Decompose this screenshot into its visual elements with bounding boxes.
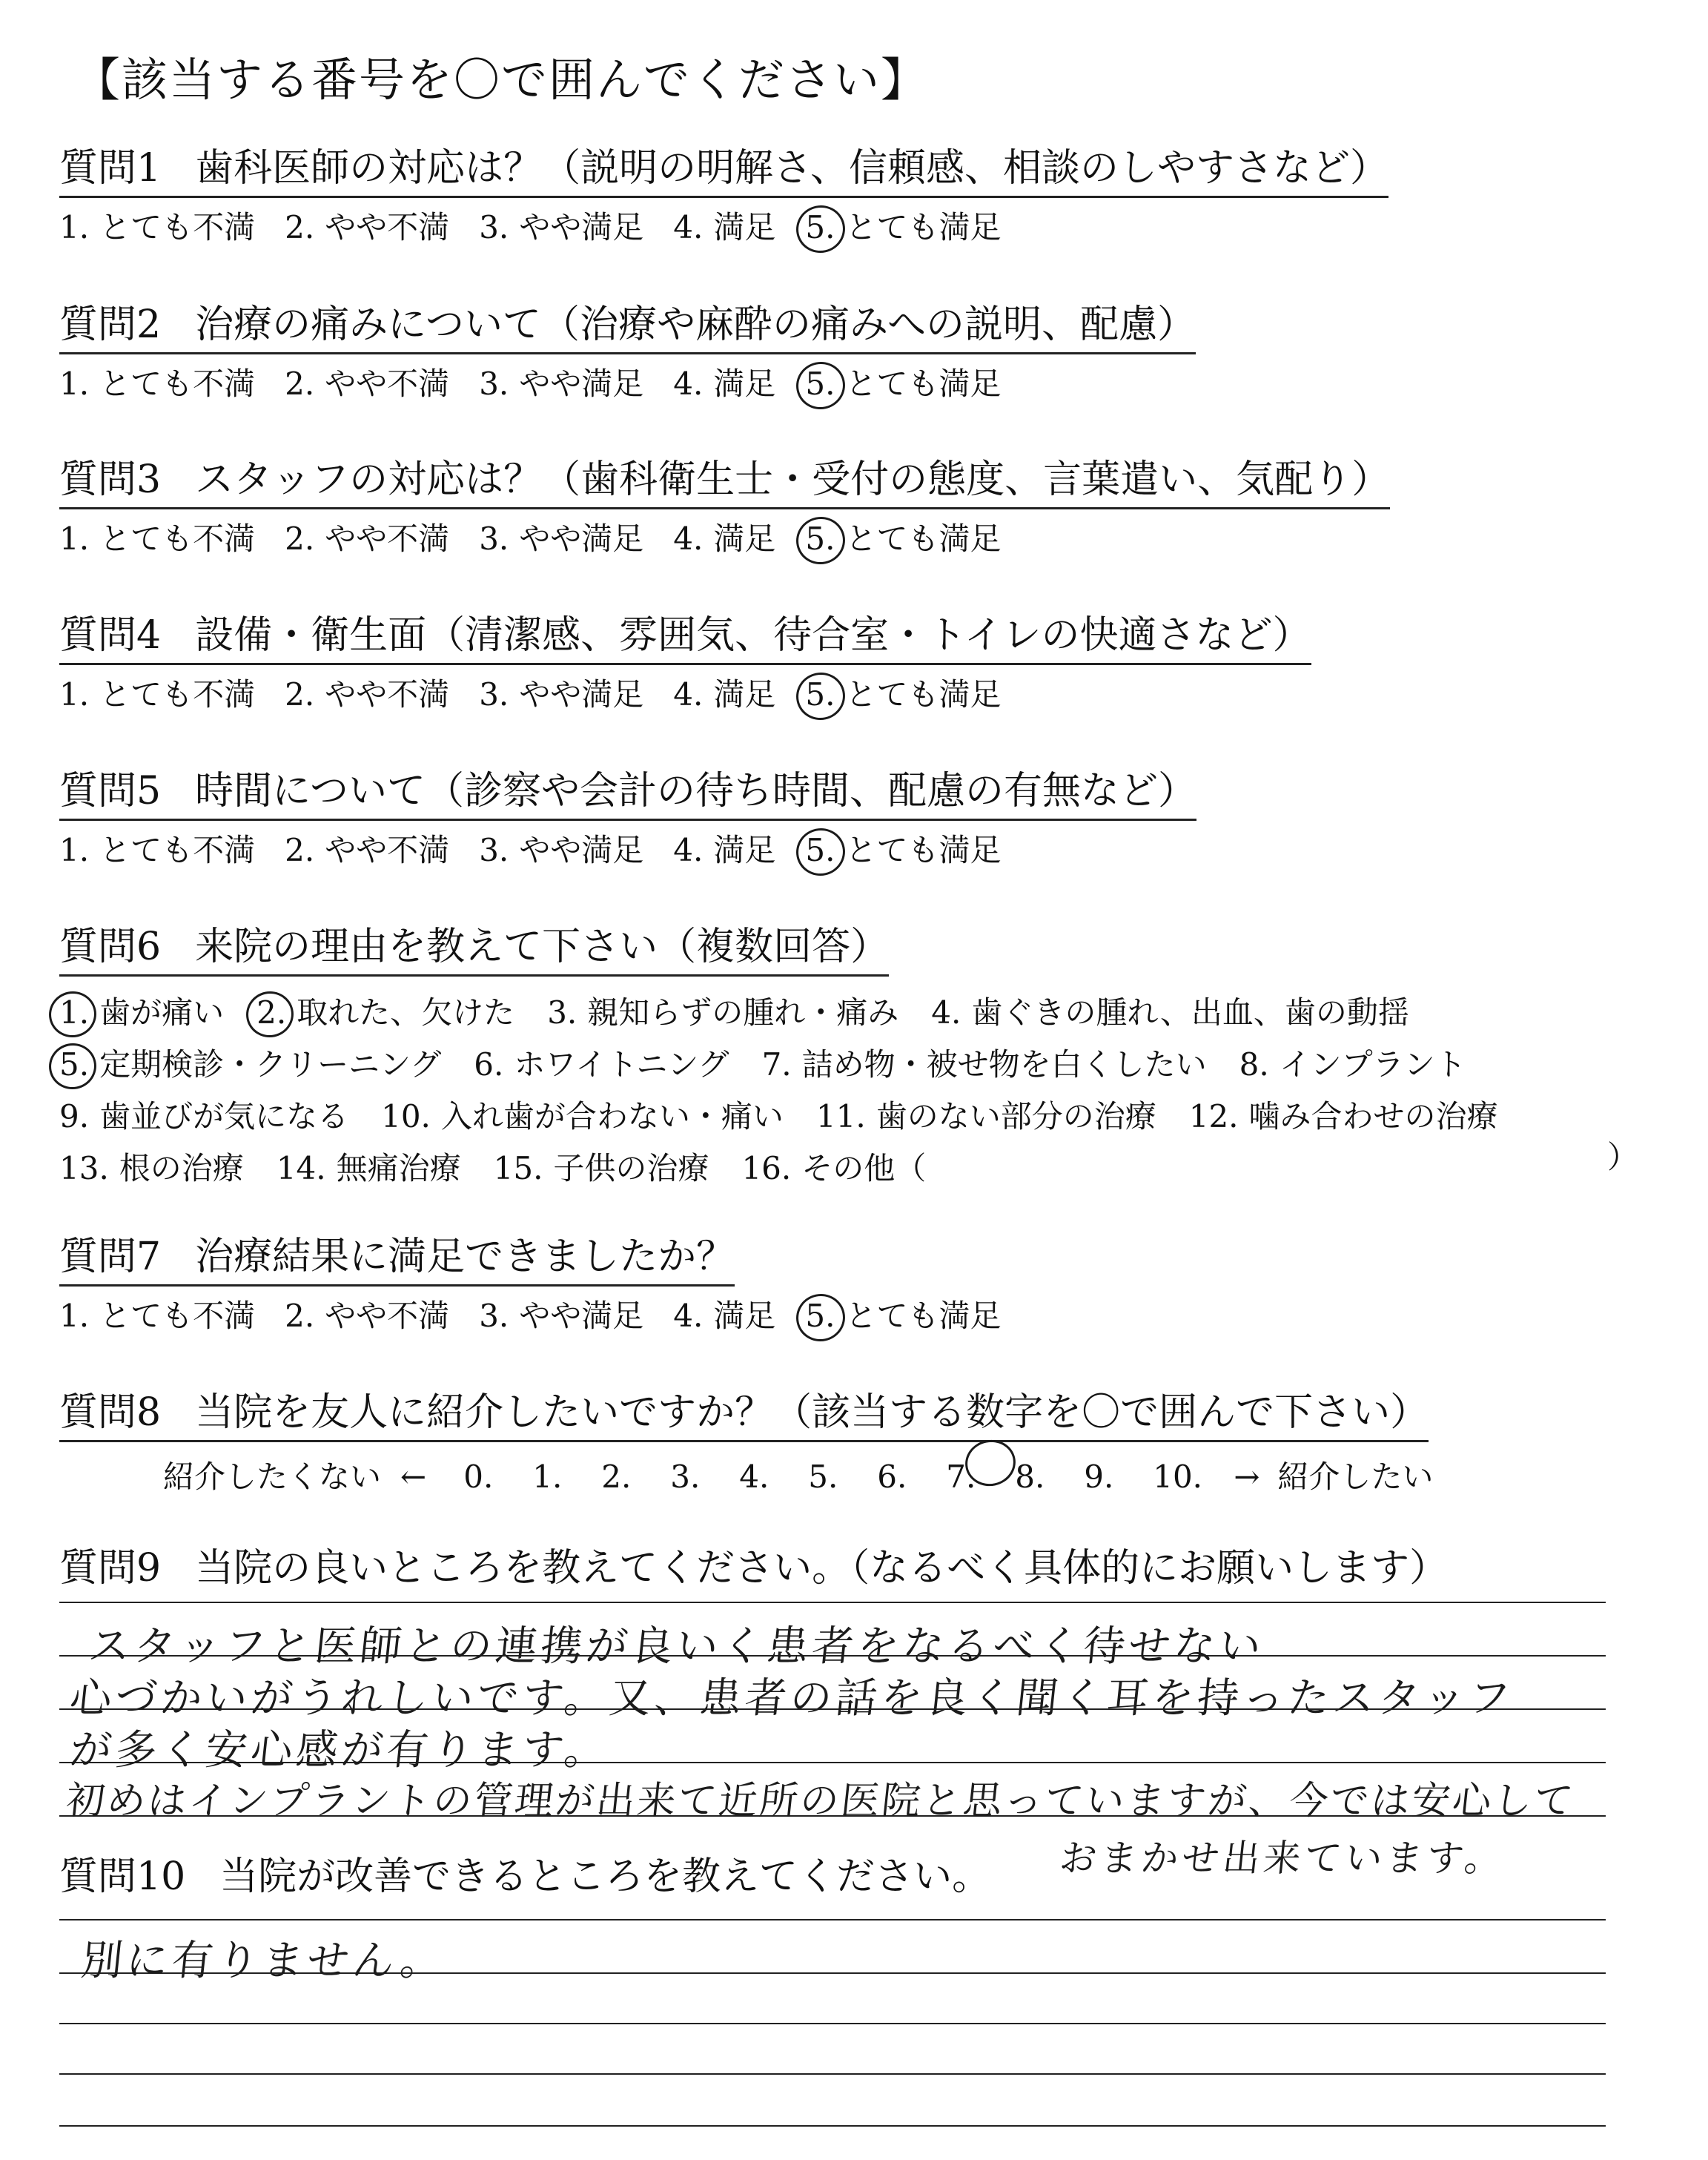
reason-option[interactable] [474, 1039, 729, 1091]
option-label: やや満足 [519, 521, 644, 557]
option-label: 満足 [713, 832, 776, 868]
option-number: 2. [285, 209, 315, 245]
question-text: 当院が改善できるところを教えてください。 [219, 1855, 991, 1899]
question-number: 質問8 [59, 1390, 162, 1435]
scale-value[interactable]: 2. [601, 1459, 632, 1495]
option-number: 12. [1188, 1098, 1239, 1135]
option-number: 16. [741, 1150, 792, 1186]
option-label: やや不満 [325, 209, 450, 245]
rating-option[interactable] [673, 1292, 775, 1340]
question-text: 治療結果に満足できましたか？ [195, 1235, 735, 1279]
option-number: 3. [479, 676, 509, 713]
option-number: 6. [474, 1046, 504, 1083]
option-label: とても満足 [845, 521, 1002, 557]
rating-option[interactable] [673, 360, 775, 408]
right-arrow-icon: → [1234, 1459, 1260, 1495]
reason-options [59, 987, 1531, 1195]
option-label: 満足 [713, 366, 776, 402]
reason-option[interactable] [741, 1143, 926, 1195]
option-number: 3. [479, 366, 509, 402]
question-text: 設備・衛生面（清潔感、雰囲気、待合室・トイレの快適さなど） [195, 613, 1311, 658]
option-label: とても不満 [99, 676, 256, 713]
question-text: 治療の痛みについて（治療や麻酔の痛みへの説明、配慮） [195, 303, 1196, 347]
option-number: 2. [256, 994, 287, 1031]
question-7 [59, 1231, 1030, 1340]
option-label: やや満足 [519, 366, 644, 402]
selected-circle-mark [961, 1436, 1020, 1491]
option-number: 1. [59, 521, 90, 557]
option-label: とても満足 [845, 676, 1002, 713]
option-label: やや不満 [325, 676, 450, 713]
scale-value[interactable]: 7. [946, 1441, 1015, 1495]
option-number: 11. [815, 1098, 866, 1135]
rating-options [59, 204, 1388, 251]
reason-option[interactable] [256, 987, 514, 1039]
rating-options [59, 827, 1196, 874]
option-number: 8. [1239, 1046, 1269, 1083]
option-number: 2. [285, 676, 315, 713]
rating-option[interactable] [285, 360, 449, 408]
answer-line [59, 1919, 1606, 1920]
recommend-scale [163, 1441, 1433, 1497]
rating-option[interactable] [59, 827, 255, 874]
reason-option[interactable] [1239, 1039, 1466, 1091]
option-number: 5. [59, 1046, 90, 1083]
scale-value[interactable]: 1. [532, 1459, 563, 1495]
question-number: 質問7 [59, 1235, 162, 1279]
option-label: 満足 [713, 1298, 776, 1334]
option-number: 5. [805, 209, 835, 245]
option-number: 3. [479, 832, 509, 868]
question-heading [59, 1387, 1429, 1442]
option-label: とても不満 [99, 366, 256, 402]
reason-option[interactable] [816, 1091, 1156, 1143]
question-number: 質問9 [59, 1546, 162, 1591]
question-5 [59, 765, 1196, 874]
rating-option[interactable] [285, 204, 449, 251]
answer-line [59, 2073, 1606, 2075]
option-label: とても不満 [99, 1298, 256, 1334]
question-heading [59, 1231, 735, 1287]
option-number: 2. [285, 366, 315, 402]
option-number: 4. [673, 366, 704, 402]
question-text: 当院を友人に紹介したいですか？（該当する数字を〇で囲んで下さい） [195, 1390, 1429, 1435]
reason-option[interactable] [59, 1091, 348, 1143]
option-label: とても不満 [99, 521, 256, 557]
option-label: やや不満 [325, 832, 450, 868]
question-1 [59, 142, 1388, 251]
handwritten-answer-line: 心づかいがうれしいです。又、患者の話を良く聞く耳を持ったスタッフ [67, 1674, 1517, 1723]
question-number: 質問3 [59, 458, 162, 502]
rating-options [59, 515, 1390, 563]
question-heading [59, 765, 1196, 821]
option-label: とても不満 [99, 209, 256, 245]
option-number: 1. [59, 1298, 90, 1334]
option-label: とても満足 [845, 1298, 1002, 1334]
option-number: 1. [59, 832, 90, 868]
option-label: やや満足 [519, 209, 644, 245]
option-number: 3. [479, 521, 509, 557]
reason-row [59, 1143, 1531, 1195]
question-number: 質問2 [59, 303, 162, 347]
rating-option[interactable] [673, 204, 775, 251]
rating-option[interactable] [805, 360, 1001, 408]
option-label: ホワイトニング [514, 1046, 729, 1083]
rating-option[interactable] [673, 671, 775, 719]
rating-option[interactable] [673, 827, 775, 874]
rating-option[interactable] [479, 671, 643, 719]
rating-option[interactable] [59, 671, 255, 719]
rating-option[interactable] [285, 515, 449, 563]
scale-value[interactable]: 8. [1015, 1459, 1045, 1495]
option-label: 根の治療 [119, 1150, 244, 1186]
option-number: 3. [547, 994, 577, 1031]
rating-option[interactable] [59, 1292, 255, 1340]
option-label: やや満足 [519, 1298, 644, 1334]
question-heading [59, 1542, 1448, 1596]
option-number: 5. [805, 1298, 835, 1334]
rating-option[interactable] [479, 360, 643, 408]
question-6 [59, 921, 1531, 1195]
option-label: 満足 [713, 209, 776, 245]
scale-right-label: 紹介したい [1277, 1459, 1434, 1495]
scale-value[interactable]: 0. [463, 1459, 494, 1495]
option-label: やや満足 [519, 832, 644, 868]
handwritten-answer-line: が多く安心感が有ります。 [67, 1726, 612, 1774]
option-label: やや不満 [325, 521, 450, 557]
rating-option[interactable] [285, 827, 449, 874]
option-number: 1. [59, 676, 90, 713]
rating-option[interactable] [479, 1292, 643, 1340]
rating-option[interactable] [805, 515, 1001, 563]
question-10 [59, 1851, 990, 1904]
scale-value[interactable]: 5. [808, 1459, 838, 1495]
option-number: 4. [673, 832, 704, 868]
option-label: 子供の治療 [553, 1150, 709, 1186]
handwritten-answer-line: スタッフと医師との連携が良いく患者をなるべく待せない [86, 1622, 1267, 1671]
question-3 [59, 454, 1390, 563]
question-number: 質問10 [59, 1855, 186, 1899]
question-heading [59, 921, 889, 977]
option-label: とても満足 [845, 832, 1002, 868]
option-number: 5. [805, 366, 835, 402]
question-heading [59, 299, 1196, 354]
option-number: 14. [276, 1150, 326, 1186]
option-number: 4. [931, 994, 961, 1031]
handwritten-answer-line: 初めはインプラントの管理が出来て近所の医院と思っていますが、今では安心して [64, 1779, 1578, 1823]
option-label: 歯並びが気になる [99, 1098, 349, 1135]
option-label: とても満足 [845, 366, 1002, 402]
question-text: スタッフの対応は？（歯科衛生士・受付の態度、言葉遣い、気配り） [195, 458, 1391, 502]
rating-option[interactable] [805, 827, 1001, 874]
option-number: 1. [59, 209, 90, 245]
reason-option[interactable] [762, 1039, 1207, 1091]
question-8 [59, 1387, 1429, 1442]
rating-option[interactable] [285, 671, 449, 719]
scale-value[interactable]: 4. [739, 1459, 769, 1495]
option-number: 1. [59, 366, 90, 402]
question-number: 質問5 [59, 769, 162, 813]
question-heading [59, 454, 1390, 509]
option-number: 3. [479, 1298, 509, 1334]
option-number: 2. [285, 1298, 315, 1334]
option-label: 詰め物・被せ物を白くしたい [801, 1046, 1207, 1083]
option-label: 取れた、欠けた [297, 994, 515, 1031]
option-number: 1. [59, 994, 90, 1031]
option-number: 3. [479, 209, 509, 245]
option-label: とても満足 [845, 209, 1002, 245]
question-text: 時間について（診察や会計の待ち時間、配慮の有無など） [195, 769, 1197, 813]
question-heading [59, 610, 1311, 665]
option-label: 歯ぐきの腫れ、出血、歯の動揺 [971, 994, 1409, 1031]
rating-option[interactable] [673, 515, 775, 563]
form-title: 【該当する番号を〇で囲んでください】 [74, 53, 929, 107]
option-label: やや満足 [519, 676, 644, 713]
question-heading [59, 142, 1388, 198]
rating-option[interactable] [479, 204, 643, 251]
question-heading [59, 1851, 990, 1904]
option-number: 2. [285, 832, 315, 868]
reason-row [59, 987, 1531, 1039]
reason-row [59, 1039, 1531, 1091]
reason-option[interactable] [59, 1143, 244, 1195]
answer-line [59, 1602, 1606, 1603]
option-label: やや不満 [325, 366, 450, 402]
option-number: 15. [493, 1150, 543, 1186]
handwritten-answer-line: 別に有りません。 [79, 1937, 448, 1985]
question-text: 当院の良いところを教えてください。（なるべく具体的にお願いします） [195, 1546, 1449, 1591]
option-number: 4. [673, 676, 704, 713]
option-number: 5. [805, 676, 835, 713]
question-2 [59, 299, 1196, 408]
option-number: 5. [805, 832, 835, 868]
rating-option[interactable] [805, 204, 1001, 251]
option-label: 満足 [713, 521, 776, 557]
scale-values [463, 1441, 1222, 1495]
other-close-paren: ） [1607, 1139, 1639, 1175]
rating-option[interactable] [805, 671, 1001, 719]
scale-value[interactable]: 6. [877, 1459, 907, 1495]
reason-option[interactable] [494, 1143, 709, 1195]
scale-value[interactable]: 3. [670, 1459, 701, 1495]
reason-option[interactable] [1189, 1091, 1498, 1143]
question-text: 歯科医師の対応は？（説明の明解さ、信頼感、相談のしやすさなど） [195, 146, 1389, 191]
option-number: 4. [673, 209, 704, 245]
rating-option[interactable] [479, 827, 643, 874]
option-number: 5. [805, 521, 835, 557]
option-label: 無痛治療 [336, 1150, 461, 1186]
option-label: とても不満 [99, 832, 256, 868]
rating-options [59, 671, 1311, 719]
option-label: やや不満 [325, 1298, 450, 1334]
option-number: 4. [673, 1298, 704, 1334]
answer-line [59, 2023, 1606, 2024]
rating-option[interactable] [805, 1292, 1001, 1340]
option-number: 13. [59, 1150, 109, 1186]
scale-value[interactable]: 10. [1153, 1459, 1203, 1495]
option-number: 9. [59, 1098, 90, 1135]
reason-option[interactable] [547, 987, 898, 1039]
rating-option[interactable] [59, 204, 255, 251]
question-number: 質問6 [59, 925, 162, 969]
option-label: 歯のない部分の治療 [875, 1098, 1156, 1135]
option-number: 10. [381, 1098, 431, 1135]
scale-left-label: 紹介したくない [163, 1459, 382, 1495]
question-4 [59, 610, 1311, 719]
rating-options [59, 360, 1196, 408]
rating-option[interactable] [59, 360, 255, 408]
question-number: 質問1 [59, 146, 162, 191]
question-text: 来院の理由を教えて下さい（複数回答） [195, 925, 890, 969]
question-9 [59, 1542, 1448, 1596]
option-label: 噛み合わせの治療 [1248, 1098, 1498, 1135]
rating-option[interactable] [59, 515, 255, 563]
reason-row [59, 1091, 1531, 1143]
handwritten-answer-line: おまかせ出来ています。 [1057, 1837, 1508, 1880]
reason-option[interactable] [59, 1039, 441, 1091]
option-label: 入れ歯が合わない・痛い [440, 1098, 784, 1135]
option-label: その他（ [801, 1150, 927, 1186]
option-label: インプラント [1279, 1046, 1466, 1083]
reason-option[interactable] [59, 987, 224, 1039]
reason-option[interactable] [931, 987, 1409, 1039]
rating-options [59, 1292, 1030, 1340]
rating-option[interactable] [479, 515, 643, 563]
left-arrow-icon: ← [400, 1459, 427, 1495]
answer-line [59, 2125, 1606, 2127]
option-label: 歯が痛い [99, 994, 225, 1031]
reason-option[interactable] [277, 1143, 461, 1195]
option-number: 7. [761, 1046, 792, 1083]
question-number: 質問4 [59, 613, 162, 658]
option-label: 定期検診・クリーニング [99, 1046, 442, 1083]
option-label: 満足 [713, 676, 776, 713]
reason-option[interactable] [381, 1091, 784, 1143]
scale-value[interactable]: 9. [1084, 1459, 1114, 1495]
rating-option[interactable] [285, 1292, 449, 1340]
option-label: 親知らずの腫れ・痛み [587, 994, 899, 1031]
option-number: 4. [673, 521, 704, 557]
option-number: 2. [285, 521, 315, 557]
